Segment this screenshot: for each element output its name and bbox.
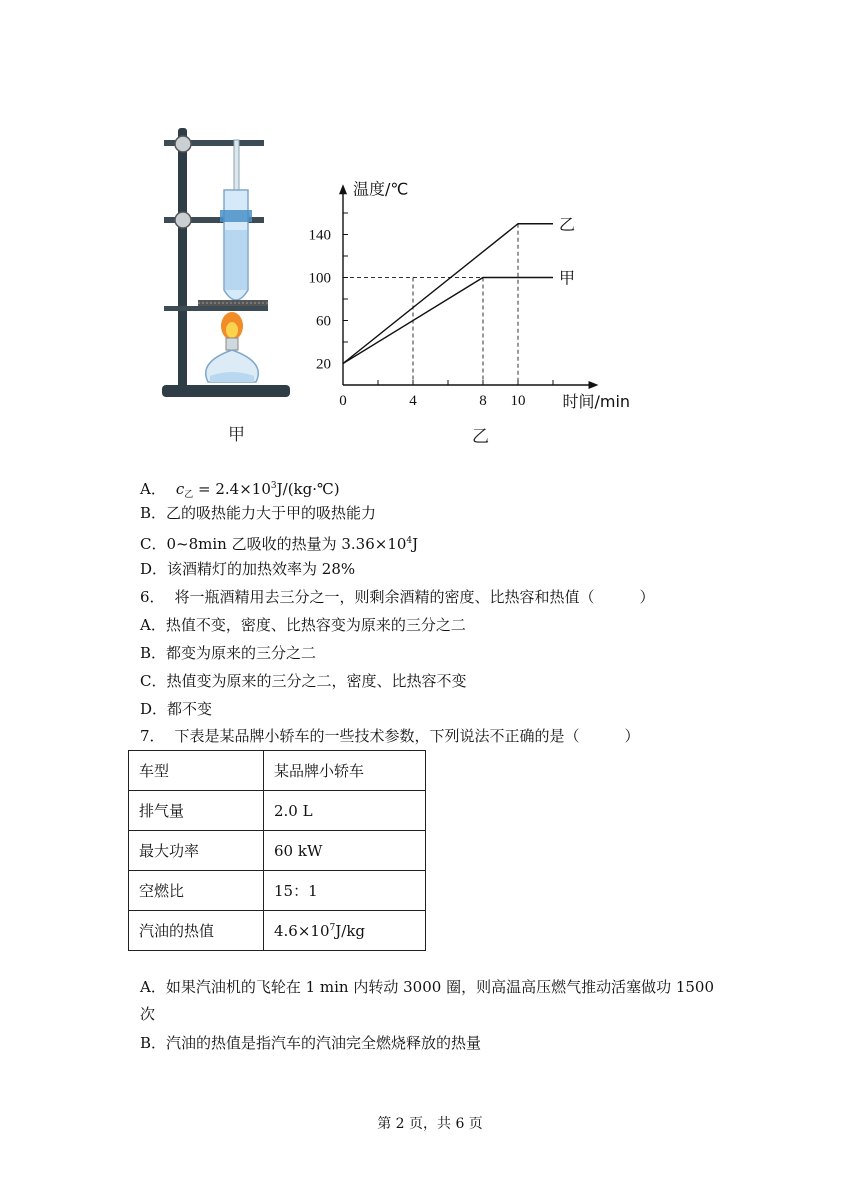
q6-stem: 6． 将一瓶酒精用去三分之一，则剩余酒精的密度、比热容和热值（ ）	[140, 588, 655, 606]
guide-lines	[343, 224, 518, 385]
page-footer: 第 2 页，共 6 页	[377, 1116, 483, 1132]
y-tick-label: 140	[308, 227, 331, 244]
param-label: 车型	[129, 751, 264, 791]
x-tick-label: 4	[409, 393, 417, 409]
y-tick-label: 100	[308, 270, 331, 287]
param-value: 60 kW	[264, 831, 426, 871]
q6-option-c: C．热值变为原来的三分之二，密度、比热容不变	[140, 672, 467, 690]
q7-option-a-line1: A．如果汽油机的飞轮在 1 min 内转动 3000 圈，则高温高压燃气推动活塞做功 1500	[140, 978, 715, 996]
x-axis-arrow	[589, 381, 599, 389]
q7-option-b: B．汽油的热值是指汽车的汽油完全燃烧释放的热量	[140, 1034, 482, 1052]
y-tick-label: 20	[316, 356, 331, 373]
y-axis-label: 温度/℃	[353, 179, 409, 199]
series-label-yi: 乙	[559, 214, 576, 234]
graph-caption: 乙	[472, 427, 489, 447]
series-lines	[343, 224, 553, 364]
x-tick-label: 8	[479, 393, 487, 409]
param-value: $4.6\times 10^7J/kg$	[264, 911, 426, 951]
table-row	[129, 911, 426, 951]
table-row	[129, 831, 426, 871]
q6-option-a: A．热值不变，密度、比热容变为原来的三分之二	[140, 616, 466, 634]
series-label-jia: 甲	[559, 268, 576, 288]
q5-option-c: C．0~8min 乙吸收的热量为 $3.36\times 10^4J$	[140, 535, 419, 553]
table-row	[129, 871, 426, 911]
q6-option-b: B．都变为原来的三分之二	[140, 644, 317, 662]
table-row	[129, 791, 426, 831]
series-line-yi	[343, 224, 553, 364]
apparatus-caption: 甲	[228, 425, 245, 445]
q5-option-d: D．该酒精灯的加热效率为 28%	[140, 560, 356, 578]
y-tick-label: 60	[316, 313, 331, 330]
param-label: 排气量	[129, 791, 264, 831]
x-tick-label: 0	[339, 393, 347, 409]
temperature-time-graph	[150, 120, 630, 450]
param-value: 15：1	[264, 871, 426, 911]
param-label: 汽油的热值	[129, 911, 264, 951]
q6-option-d: D．都不变	[140, 700, 213, 718]
y-axis-arrow	[339, 184, 347, 194]
figure	[150, 120, 630, 450]
x-axis-label: 时间/min	[562, 392, 630, 411]
q5-option-a: A． $c_乙$ = $2.4\times 10^3J/(kg\cdot℃)$	[140, 480, 340, 500]
q7-stem: 7． 下表是某品牌小轿车的一些技术参数，下列说法不正确的是（ ）	[140, 727, 640, 745]
series-line-jia	[343, 278, 553, 364]
q5-option-b: B．乙的吸热能力大于甲的吸热能力	[140, 504, 377, 522]
q7-option-a-line2: 次	[140, 1005, 156, 1023]
x-tick-label: 10	[510, 393, 526, 409]
car-parameters-table	[128, 750, 426, 951]
param-label: 最大功率	[129, 831, 264, 871]
param-value: 某品牌小轿车	[264, 751, 426, 791]
param-value: 2.0 L	[264, 791, 426, 831]
param-label: 空燃比	[129, 871, 264, 911]
table-row	[129, 751, 426, 791]
